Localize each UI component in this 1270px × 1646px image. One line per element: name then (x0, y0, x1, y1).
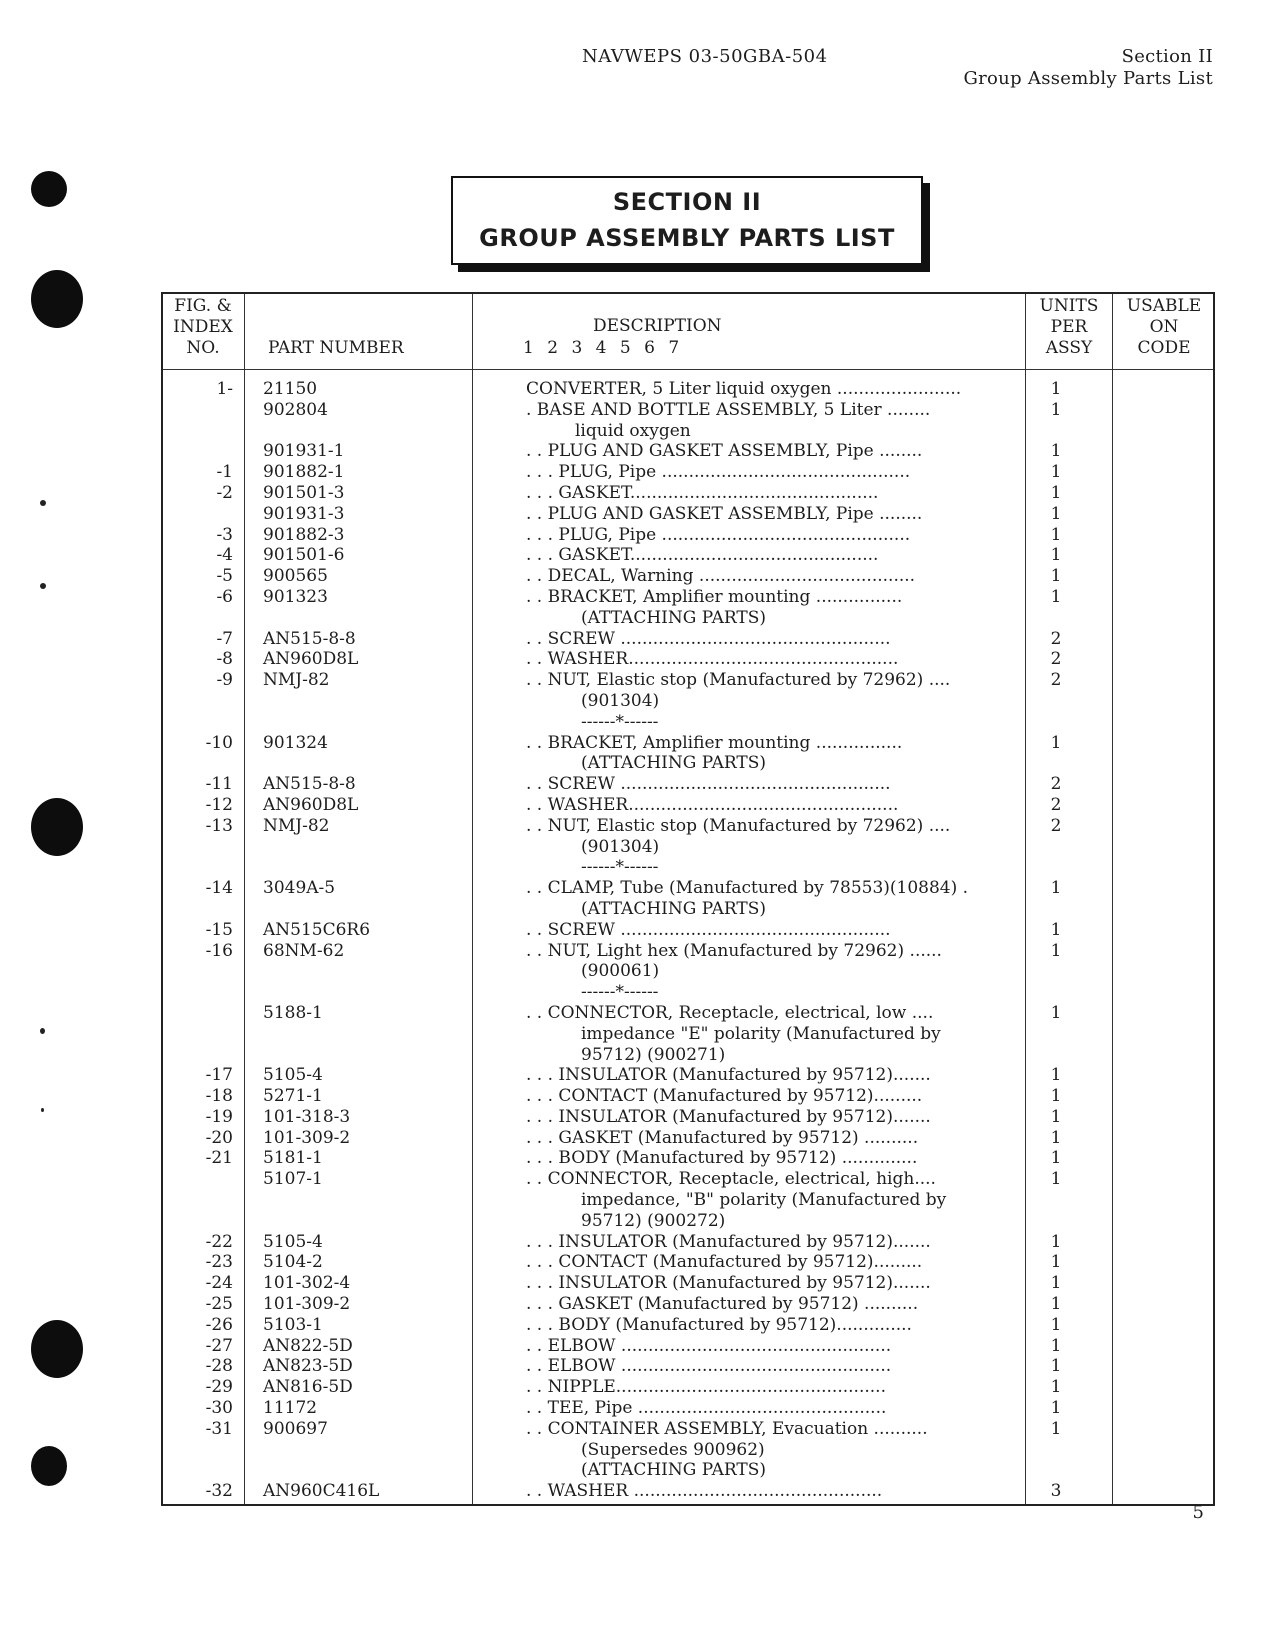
index-number: -11 (205, 774, 233, 795)
part-number: 5104-2 (263, 1252, 323, 1273)
part-number: NMJ-82 (263, 815, 330, 836)
binder-hole (31, 171, 67, 207)
page-number: 5 (1192, 1502, 1204, 1523)
units-per-assy: 1 (1050, 1273, 1062, 1294)
table-row (163, 1148, 1213, 1169)
table-row (163, 421, 1213, 442)
part-number: AN515-8-8 (263, 628, 356, 649)
index-number: -3 (216, 524, 233, 545)
part-number: 5181-1 (263, 1148, 323, 1169)
header-fig-index: FIG. & INDEX NO. (173, 296, 233, 358)
units-per-assy: 1 (1050, 545, 1062, 566)
units-per-assy: 1 (1050, 482, 1062, 503)
index-number: -10 (205, 732, 233, 753)
header-indent-levels: 1 2 3 4 5 6 7 (523, 338, 684, 358)
header-description: DESCRIPTION (593, 316, 722, 336)
index-number: -17 (205, 1065, 233, 1086)
part-description: liquid oxygen (575, 420, 691, 441)
units-per-assy: 1 (1050, 379, 1062, 399)
index-number: -30 (205, 1398, 233, 1419)
units-per-assy: 1 (1050, 1106, 1062, 1127)
part-number: 5107-1 (263, 1169, 323, 1190)
table-row (163, 1356, 1213, 1377)
units-per-assy: 1 (1050, 1148, 1062, 1169)
index-number: -5 (216, 566, 233, 587)
table-row (163, 1377, 1213, 1398)
part-description: . . NUT, Light hex (Manufactured by 72962) ...... (526, 940, 942, 961)
table-row (163, 878, 1213, 899)
index-number: -15 (205, 919, 233, 940)
units-per-assy: 2 (1050, 628, 1062, 649)
table-row (163, 899, 1213, 920)
units-per-assy: 1 (1050, 1294, 1062, 1315)
table-row (163, 795, 1213, 816)
units-per-assy: 2 (1050, 774, 1062, 795)
table-row (163, 1232, 1213, 1253)
index-number: 1- (216, 379, 233, 399)
part-number: AN960D8L (263, 649, 359, 670)
part-number: 101-309-2 (263, 1294, 351, 1315)
part-description: . . . INSULATOR (Manufactured by 95712)....... (526, 1273, 931, 1294)
table-row (163, 753, 1213, 774)
header-part-number: PART NUMBER (268, 338, 404, 358)
part-description: (901304) (581, 690, 660, 711)
table-row (163, 1003, 1213, 1024)
units-per-assy: 1 (1050, 462, 1062, 483)
binder-hole (31, 798, 83, 856)
table-row (163, 857, 1213, 878)
part-number: 5188-1 (263, 1002, 323, 1023)
document-number: NAVWEPS 03-50GBA-504 (582, 46, 828, 67)
units-per-assy: 1 (1050, 878, 1062, 899)
table-row (163, 1440, 1213, 1461)
part-description: . . BRACKET, Amplifier mounting ................ (526, 586, 903, 607)
speck (40, 1028, 45, 1034)
part-description: . . . GASKET.............................................. (526, 482, 879, 503)
table-row (163, 379, 1213, 400)
part-description: 95712) (900272) (581, 1210, 726, 1231)
part-description: . . NIPPLE.................................................. (526, 1377, 886, 1398)
part-description: (ATTACHING PARTS) (581, 898, 766, 919)
part-description: . . . GASKET (Manufactured by 95712) .......... (526, 1294, 919, 1315)
table-row (163, 1481, 1213, 1502)
header-usable-on-code: USABLE ON CODE (1126, 296, 1202, 358)
part-description: . . PLUG AND GASKET ASSEMBLY, Pipe ........ (526, 441, 923, 462)
table-row (163, 1045, 1213, 1066)
binder-hole (31, 1320, 83, 1378)
units-per-assy: 1 (1050, 441, 1062, 462)
part-description: 95712) (900271) (581, 1044, 726, 1065)
index-number: -12 (205, 794, 233, 815)
table-row (163, 441, 1213, 462)
part-description: . . . BODY (Manufactured by 95712) .............. (526, 1148, 918, 1169)
units-per-assy: 1 (1050, 1335, 1062, 1356)
part-number: 5105-4 (263, 1065, 323, 1086)
part-number: 901882-3 (263, 524, 345, 545)
part-description: ------*------ (581, 711, 659, 732)
table-row (163, 1086, 1213, 1107)
index-number: -25 (205, 1294, 233, 1315)
table-row (163, 1190, 1213, 1211)
part-number: 68NM-62 (263, 940, 345, 961)
part-description: . . . GASKET.............................................. (526, 545, 879, 566)
table-row (163, 504, 1213, 525)
header-divider (163, 369, 1213, 370)
units-per-assy: 2 (1050, 670, 1062, 691)
part-number: AN960C416L (263, 1481, 380, 1502)
units-per-assy: 1 (1050, 1127, 1062, 1148)
part-description: . . WASHER .............................................. (526, 1481, 883, 1502)
part-description: impedance "E" polarity (Manufactured by (581, 1023, 941, 1044)
table-row (163, 774, 1213, 795)
table-row (163, 587, 1213, 608)
part-description: (Supersedes 900962) (581, 1439, 765, 1460)
part-number: 902804 (263, 399, 328, 420)
table-row (163, 691, 1213, 712)
units-per-assy: 1 (1050, 1314, 1062, 1335)
units-per-assy: 3 (1050, 1481, 1062, 1502)
index-number: -14 (205, 878, 233, 899)
table-body (163, 379, 1213, 1502)
part-number: 900565 (263, 566, 328, 587)
index-number: -29 (205, 1377, 233, 1398)
part-number: AN515C6R6 (263, 919, 371, 940)
part-number: 901882-1 (263, 462, 345, 483)
section-subtitle: Group Assembly Parts List (963, 68, 1213, 89)
units-per-assy: 1 (1050, 399, 1062, 420)
units-per-assy: 1 (1050, 1002, 1062, 1023)
speck (40, 500, 46, 506)
index-number: -8 (216, 649, 233, 670)
part-description: . . . CONTACT (Manufactured by 95712)......... (526, 1252, 923, 1273)
table-row (163, 1419, 1213, 1440)
index-number: -21 (205, 1148, 233, 1169)
table-row (163, 1273, 1213, 1294)
part-number: 5103-1 (263, 1314, 323, 1335)
index-number: -13 (205, 815, 233, 836)
part-description: (901304) (581, 836, 660, 857)
index-number: -4 (216, 545, 233, 566)
table-row (163, 1294, 1213, 1315)
part-description: . . CONTAINER ASSEMBLY, Evacuation .......... (526, 1418, 928, 1439)
part-description: . . ELBOW .................................................. (526, 1335, 892, 1356)
part-description: . . CONNECTOR, Receptacle, electrical, low .... (526, 1002, 934, 1023)
units-per-assy: 1 (1050, 503, 1062, 524)
part-number: 901324 (263, 732, 328, 753)
index-number: -20 (205, 1127, 233, 1148)
part-description: . . BRACKET, Amplifier mounting ................ (526, 732, 903, 753)
part-number: NMJ-82 (263, 670, 330, 691)
part-description: . . NUT, Elastic stop (Manufactured by 72962) .... (526, 670, 951, 691)
units-per-assy: 1 (1050, 1356, 1062, 1377)
part-number: 901501-6 (263, 545, 345, 566)
units-per-assy: 1 (1050, 1252, 1062, 1273)
table-row (163, 941, 1213, 962)
index-number: -19 (205, 1106, 233, 1127)
part-description: (900061) (581, 961, 660, 982)
index-number: -22 (205, 1231, 233, 1252)
units-per-assy: 1 (1050, 919, 1062, 940)
part-description: . . . PLUG, Pipe .............................................. (526, 462, 911, 483)
table-row (163, 1252, 1213, 1273)
table-row (163, 712, 1213, 733)
table-row (163, 1169, 1213, 1190)
section-label: Section II (1121, 46, 1213, 67)
part-description: . . SCREW .................................................. (526, 774, 891, 795)
table-row (163, 961, 1213, 982)
speck (40, 583, 46, 589)
table-row (163, 566, 1213, 587)
index-number: -32 (205, 1481, 233, 1502)
units-per-assy: 1 (1050, 524, 1062, 545)
part-number: 900697 (263, 1418, 328, 1439)
binder-hole (31, 270, 83, 328)
table-row (163, 400, 1213, 421)
part-number: 101-309-2 (263, 1127, 351, 1148)
part-number: 101-302-4 (263, 1273, 351, 1294)
table-row (163, 608, 1213, 629)
units-per-assy: 2 (1050, 794, 1062, 815)
index-number: -24 (205, 1273, 233, 1294)
binder-hole (31, 1446, 67, 1486)
table-row (163, 733, 1213, 754)
table-row (163, 920, 1213, 941)
part-description: . . ELBOW .................................................. (526, 1356, 892, 1377)
parts-table (161, 292, 1215, 1506)
index-number: -26 (205, 1314, 233, 1335)
units-per-assy: 2 (1050, 649, 1062, 670)
part-description: . . SCREW .................................................. (526, 919, 891, 940)
part-description: . . . INSULATOR (Manufactured by 95712)....... (526, 1231, 931, 1252)
table-row (163, 545, 1213, 566)
header-units-per-assy: UNITS PER ASSY (1039, 296, 1099, 358)
part-number: AN816-5D (263, 1377, 353, 1398)
index-number: -28 (205, 1356, 233, 1377)
index-number: -18 (205, 1086, 233, 1107)
part-description: (ATTACHING PARTS) (581, 1460, 766, 1481)
units-per-assy: 1 (1050, 1169, 1062, 1190)
units-per-assy: 1 (1050, 566, 1062, 587)
units-per-assy: 1 (1050, 1418, 1062, 1439)
table-row (163, 1398, 1213, 1419)
table-row (163, 1460, 1213, 1481)
part-number: 3049A-5 (263, 878, 336, 899)
table-row (163, 483, 1213, 504)
section-title-line2: GROUP ASSEMBLY PARTS LIST (479, 224, 895, 252)
part-description: CONVERTER, 5 Liter liquid oxygen ....................... (526, 379, 962, 399)
index-number: -7 (216, 628, 233, 649)
table-row (163, 1211, 1213, 1232)
table-row (163, 816, 1213, 837)
part-description: impedance, "B" polarity (Manufactured by (581, 1190, 947, 1211)
index-number: -1 (216, 462, 233, 483)
part-number: AN960D8L (263, 794, 359, 815)
part-number: 901501-3 (263, 482, 345, 503)
section-title-box (451, 176, 923, 265)
part-description: ------*------ (581, 982, 659, 1003)
section-title-line1: SECTION II (612, 188, 762, 216)
part-number: 901931-3 (263, 503, 345, 524)
table-row (163, 649, 1213, 670)
table-row (163, 1024, 1213, 1045)
table-row (163, 1107, 1213, 1128)
table-row (163, 982, 1213, 1003)
index-number: -27 (205, 1335, 233, 1356)
part-description: . . TEE, Pipe .............................................. (526, 1398, 887, 1419)
index-number: -9 (216, 670, 233, 691)
units-per-assy: 1 (1050, 940, 1062, 961)
part-description: . . . GASKET (Manufactured by 95712) .......... (526, 1127, 919, 1148)
units-per-assy: 1 (1050, 732, 1062, 753)
index-number: -2 (216, 482, 233, 503)
table-row (163, 670, 1213, 691)
part-number: 101-318-3 (263, 1106, 351, 1127)
section-header (963, 46, 1213, 90)
units-per-assy: 1 (1050, 1231, 1062, 1252)
units-per-assy: 2 (1050, 815, 1062, 836)
speck (41, 1108, 44, 1112)
units-per-assy: 1 (1050, 1065, 1062, 1086)
part-number: 5271-1 (263, 1086, 323, 1107)
table-row (163, 1065, 1213, 1086)
index-number: -16 (205, 940, 233, 961)
part-number: 21150 (263, 379, 318, 399)
part-number: AN822-5D (263, 1335, 353, 1356)
part-description: . BASE AND BOTTLE ASSEMBLY, 5 Liter ........ (526, 399, 931, 420)
table-row (163, 525, 1213, 546)
part-description: . . SCREW .................................................. (526, 628, 891, 649)
index-number: -6 (216, 586, 233, 607)
part-description: . . . CONTACT (Manufactured by 95712)......... (526, 1086, 923, 1107)
units-per-assy: 1 (1050, 1398, 1062, 1419)
table-row (163, 837, 1213, 858)
part-description: . . WASHER.................................................. (526, 794, 899, 815)
table-row (163, 1336, 1213, 1357)
part-number: 901931-1 (263, 441, 345, 462)
table-row (163, 1315, 1213, 1336)
part-description: . . CLAMP, Tube (Manufactured by 78553)(10884) . (526, 878, 969, 899)
part-description: . . CONNECTOR, Receptacle, electrical, high.... (526, 1169, 936, 1190)
part-description: . . . INSULATOR (Manufactured by 95712)....... (526, 1106, 931, 1127)
part-number: AN823-5D (263, 1356, 353, 1377)
index-number: -23 (205, 1252, 233, 1273)
part-description: . . . PLUG, Pipe .............................................. (526, 524, 911, 545)
index-number: -31 (205, 1418, 233, 1439)
part-description: . . . INSULATOR (Manufactured by 95712)....... (526, 1065, 931, 1086)
part-description: (ATTACHING PARTS) (581, 753, 766, 774)
part-description: (ATTACHING PARTS) (581, 607, 766, 628)
part-description: . . WASHER.................................................. (526, 649, 899, 670)
part-number: 11172 (263, 1398, 318, 1419)
part-description: . . . BODY (Manufactured by 95712).............. (526, 1314, 912, 1335)
part-description: . . PLUG AND GASKET ASSEMBLY, Pipe ........ (526, 503, 923, 524)
part-description: ------*------ (581, 857, 659, 878)
units-per-assy: 1 (1050, 586, 1062, 607)
table-row (163, 1128, 1213, 1149)
part-description: . . NUT, Elastic stop (Manufactured by 72962) .... (526, 815, 951, 836)
part-description: . . DECAL, Warning ........................................ (526, 566, 916, 587)
part-number: 5105-4 (263, 1231, 323, 1252)
units-per-assy: 1 (1050, 1086, 1062, 1107)
table-row (163, 462, 1213, 483)
part-number: 901323 (263, 586, 328, 607)
units-per-assy: 1 (1050, 1377, 1062, 1398)
table-row (163, 629, 1213, 650)
part-number: AN515-8-8 (263, 774, 356, 795)
